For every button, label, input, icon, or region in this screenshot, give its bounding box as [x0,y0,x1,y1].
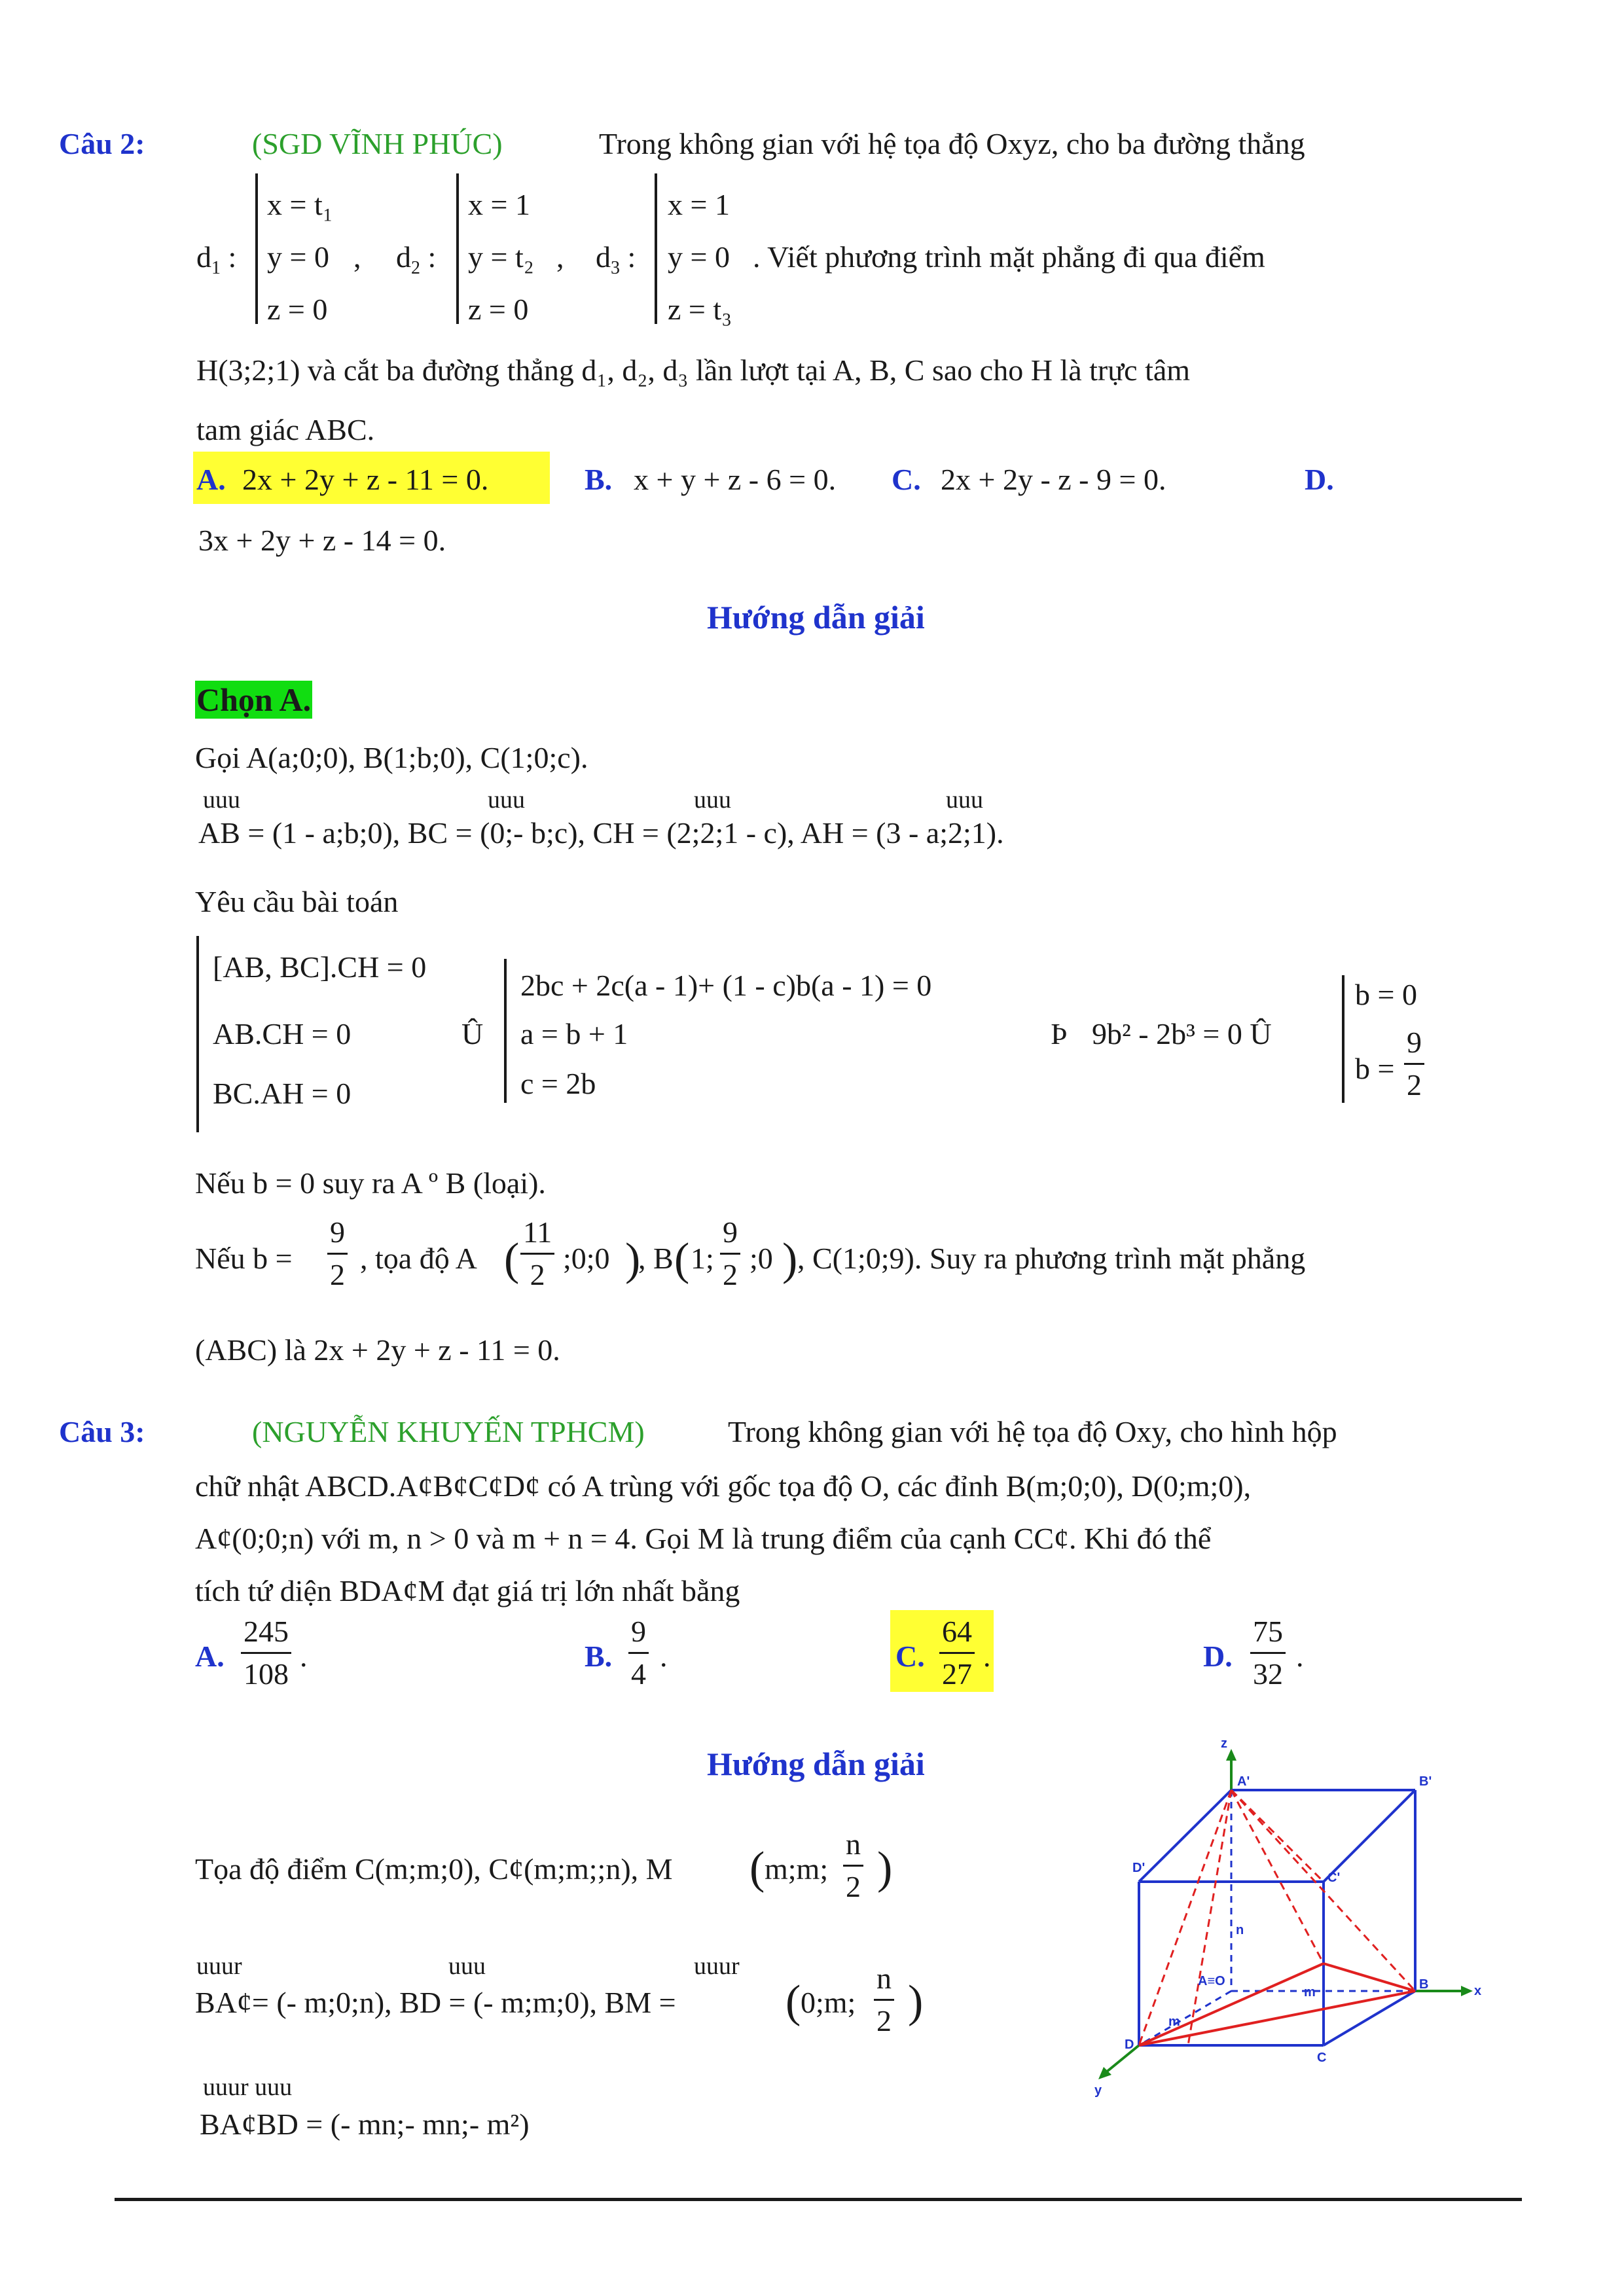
d3-row-z: z = t₃ [668,293,732,326]
question-2-line-tail: . Viết phương trình mặt phẳng đi qua điểm [753,240,1265,274]
case-2-end: (ABC) là 2x + 2y + z - 11 = 0. [195,1333,560,1367]
label-b: B [1419,1977,1429,1992]
q2-sol-line1: Gọi A(a;0;0), B(1;b;0), C(1;0;c). [195,741,588,774]
d2-brace [456,173,459,324]
label-y: y [1094,2083,1102,2098]
system-mid-row3: c = 2b [520,1067,596,1100]
q3-guide-title: Hướng dẫn giải [707,1746,925,1782]
q2-option-d-text: 3x + 2y + z - 14 = 0. [198,524,446,557]
question-2-source: (SGD VĨNH PHÚC) [252,127,503,160]
q2-option-b-text: x + y + z - 6 = 0. [634,463,837,496]
q2-option-c-text: 2x + 2y - z - 9 = 0. [941,463,1166,496]
vec-mark: uuu [488,786,525,814]
case-1: Nếu b = 0 suy ra A º B (loại). [195,1166,546,1200]
system-mid-brace [504,959,507,1103]
case-2-fraction: 9 2 [327,1217,348,1290]
system-left-row2: AB.CH = 0 [213,1017,352,1050]
q3-option-a-label: A. [195,1640,225,1673]
d2-name: $d_2$ : [396,240,437,279]
q2-choice: Chọn A. [196,681,312,718]
q2-option-a-text: 2x + 2y + z - 11 = 0. [242,463,489,496]
case-2-b-tail: ;0 [749,1242,773,1275]
system-left-row1: [AB, BC].CH = 0 [213,950,427,984]
label-x: x [1474,1984,1482,1998]
vec-mark: uuur uuu [203,2073,293,2101]
d1-row-z: z = 0 [267,293,328,326]
q2-sol-yeu-cau: Yêu cầu bài toán [195,885,399,918]
q3-sol-line1-fraction: n 2 [843,1829,863,1902]
q2-sol-line2: AB = (1 - a;b;0), BC = (0;- b;c), CH = (2;2;1 - c), AH = (3 - a;2;1). [198,816,1004,850]
label-a-o: A≡O [1198,1974,1225,1988]
tetrahedron-dashed [1139,1790,1415,2045]
vec-mark: uuur [196,1952,242,1980]
q2-option-d-label: D. [1305,463,1334,496]
d3-row-y: y = 0 [668,240,730,274]
case-2-mid: , tọa độ A [360,1242,477,1275]
footer-rule [115,2198,1522,2201]
label-m-right: m [1304,1985,1316,2000]
box-hidden-edges [1139,1790,1415,2045]
d2-row-z: z = 0 [468,293,529,326]
vec-mark: uuur [694,1952,740,1980]
label-c: C [1317,2051,1327,2065]
tetrahedron [1139,1964,1415,2045]
label-z: z [1221,1736,1227,1751]
question-2-line4: tam giác ABC. [196,413,375,446]
system-mid-row2: a = b + 1 [520,1017,628,1050]
case-2-b-pre: , B [638,1242,674,1275]
d2-row-y: y = t₂ [468,240,534,274]
equivalence-symbol: Û [461,1017,484,1050]
q3-sol-line2-fraction: n 2 [874,1964,894,2036]
case-2-c: , C(1;0;9). Suy ra phương trình mặt phẳng [797,1242,1306,1275]
system-mid-row1: 2bc + 2c(a - 1)+ (1 - c)b(a - 1) = 0 [520,969,932,1002]
vec-mark: uuu [946,786,983,814]
case-2-b-head: 1; [691,1242,714,1275]
vec-mark: uuu [694,786,731,814]
d3-brace [655,173,657,324]
q3-option-c-label: C. [895,1640,925,1673]
label-d: D [1125,2037,1134,2052]
label-c-prime: C' [1327,1871,1341,1885]
q2-option-c-label: C. [892,463,921,496]
case-2-a-fraction: 11 2 [520,1217,554,1290]
q3-option-c-fraction: 64 27 [939,1617,975,1689]
question-3-line2: chữ nhật ABCD.A¢B¢C¢D¢ có A trùng với gốc tọa độ O, các đỉnh B(m;0;0), D(0;m;0), [195,1469,1252,1503]
q3-option-d-label: D. [1203,1640,1233,1673]
question-2-label: Câu 2: [59,127,145,160]
system-left-brace [196,936,199,1132]
solution-b-eq: b = [1355,1052,1395,1085]
case-2-a-tail: ;0;0 [563,1242,610,1275]
case-2-b-fraction: 9 2 [720,1217,740,1290]
q3-option-a-fraction: 245 108 [241,1617,291,1689]
solution-b-fraction: 9 2 [1404,1028,1424,1100]
case-2-pre: Nếu b = [195,1242,293,1275]
question-3-label: Câu 3: [59,1415,145,1448]
d3-name: $d_3$ : [596,240,636,279]
question-2-intro: Trong không gian với hệ tọa độ Oxyz, cho ba đường thẳng [599,127,1305,160]
solutions-bracket [1342,975,1344,1103]
z-arrow-icon [1226,1749,1236,1761]
label-d-prime: D' [1132,1861,1146,1875]
q3-option-b-label: B. [585,1640,613,1673]
label-m-left: m [1168,2015,1180,2029]
q3-sol-line2-mid: 0;m; [801,1986,856,2019]
equation-b: 9b² - 2b³ = 0 Û [1092,1017,1272,1050]
q3-option-b-fraction: 9 4 [628,1617,649,1689]
q2-guide-title: Hướng dẫn giải [707,599,925,636]
d3-row-x: x = 1 [668,188,730,221]
d1-row-x: x = t₁ [267,188,333,221]
d1-row-y: y = 0 [267,240,329,274]
system-left-row3: BC.AH = 0 [213,1077,352,1110]
q3-sol-line1-mid: m;m; [765,1852,829,1886]
vec-mark: uuu [203,786,240,814]
q3-sol-line3: BA¢BD = (- mn;- mn;- m²) [200,2108,530,2141]
question-3-line4: tích tứ diện BDA¢M đạt giá trị lớn nhất bằng [195,1574,740,1607]
question-2-line3: H(3;2;1) và cắt ba đường thẳng d₁, d₂, d₃ lần lượt tại A, B, C sao cho H là trực tâm [196,353,1191,387]
q3-option-d-fraction: 75 32 [1250,1617,1286,1689]
question-3-intro: Trong không gian với hệ tọa độ Oxy, cho hình hộp [728,1415,1337,1448]
implies-symbol: Þ [1051,1017,1068,1050]
q2-option-a-label: A. [196,463,226,496]
x-arrow-icon [1461,1986,1473,1996]
d2-row-x: x = 1 [468,188,530,221]
d1-name: $d_1$ : [196,240,237,279]
box-figure [1074,1734,1492,2101]
label-n: n [1236,1923,1244,1937]
q3-sol-line1-pre: Tọa độ điểm C(m;m;0), C¢(m;m;;n), M [195,1852,673,1886]
q2-option-b-label: B. [585,463,613,496]
solution-b0: b = 0 [1355,978,1417,1011]
box-edges [1139,1790,1415,2045]
q3-sol-line2-pre: BA¢= (- m;0;n), BD = (- m;m;0), BM = [195,1986,676,2019]
d1-brace [255,173,258,324]
question-3-source: (NGUYỄN KHUYẾN TPHCM) [252,1415,645,1448]
label-b-prime: B' [1419,1774,1432,1789]
document-page: Câu 2: (SGD VĨNH PHÚC) Trong không gian với hệ tọa độ Oxyz, cho ba đường thẳng $d_1$ : x = t₁ y = 0 z = 0 , $d_2$ : x = 1 y = t₂ z = 0 , $d_3$ : x = 1 y = 0 z = t₃ . Viết phương trình mặt phẳng đi qua điểm H(3;2;1) và cắt ba đường thẳng d₁, d₂, d₃ lần lượt tại A, B, C sao cho H là trực tâm tam giác ABC. A. 2x + 2y + z - 11 = 0. B. x + y + z - 6 = 0. C. 2x + 2y - z - 9 = 0. D. 3x + 2y + z - 14 = 0. Hướng dẫn giải Chọn A. Gọi A(a;0;0), B(1;b;0), C(1;0;c). uuu uuu uuu uuu AB = (1 - a;b;0), BC = (0;- b;c), CH = (2;2;1 - c), AH = (3 - a;2;1). Yêu cầu bài toán [AB, BC].CH = 0 AB.CH = 0 BC.AH = 0 Û 2bc + 2c(a - 1)+ (1 - c)b(a - 1) = 0 a = b + 1 c = 2b Þ 9b² - 2b³ = 0 Û b = 0 b = 9 2 Nếu b = 0 suy ra A º B (loại). Nếu b = 9 2 , tọa độ A ( 11 2 ;0;0 ) , B ( 1; 9 2 ;0 ) , C(1;0;9). Suy ra phương trình mặt phẳng (ABC) là 2x + 2y + z - 11 = 0. Câu 3: (NGUYỄN KHUYẾN TPHCM) Trong không gian với hệ tọa độ Oxy, cho hình hộp chữ nhật ABCD.A¢B¢C¢D¢ có A trùng với gốc tọa độ O, các đỉnh B(m;0;0), D(0;m;0), A¢(0;0;n) với m, n > 0 và m + n = 4. Gọi M là trung điểm của cạnh CC¢. Khi đó thể tích tứ diện BDA¢M đạt giá trị lớn nhất bằng A. 245 108 . B. 9 4 . C. 64 27 . D. 75 32 . Hướng dẫn giải Tọa độ điểm C(m;m;0), C¢(m;m;;n), M ( m;m; n 2 ) uuur uuu uuur BA¢= (- m;0;n), BD = (- m;m;0), BM = ( 0;m; n 2 ) uuur uuu BA¢BD = (- mn;- mn;- m²) z A' B' D' C' n A≡O m m B x D C y [0,0,1624,2296]
label-a-prime: A' [1237,1774,1250,1789]
question-3-line3: A¢(0;0;n) với m, n > 0 và m + n = 4. Gọi M là trung điểm của cạnh CC¢. Khi đó thể [195,1522,1212,1555]
vec-mark: uuu [448,1952,486,1980]
